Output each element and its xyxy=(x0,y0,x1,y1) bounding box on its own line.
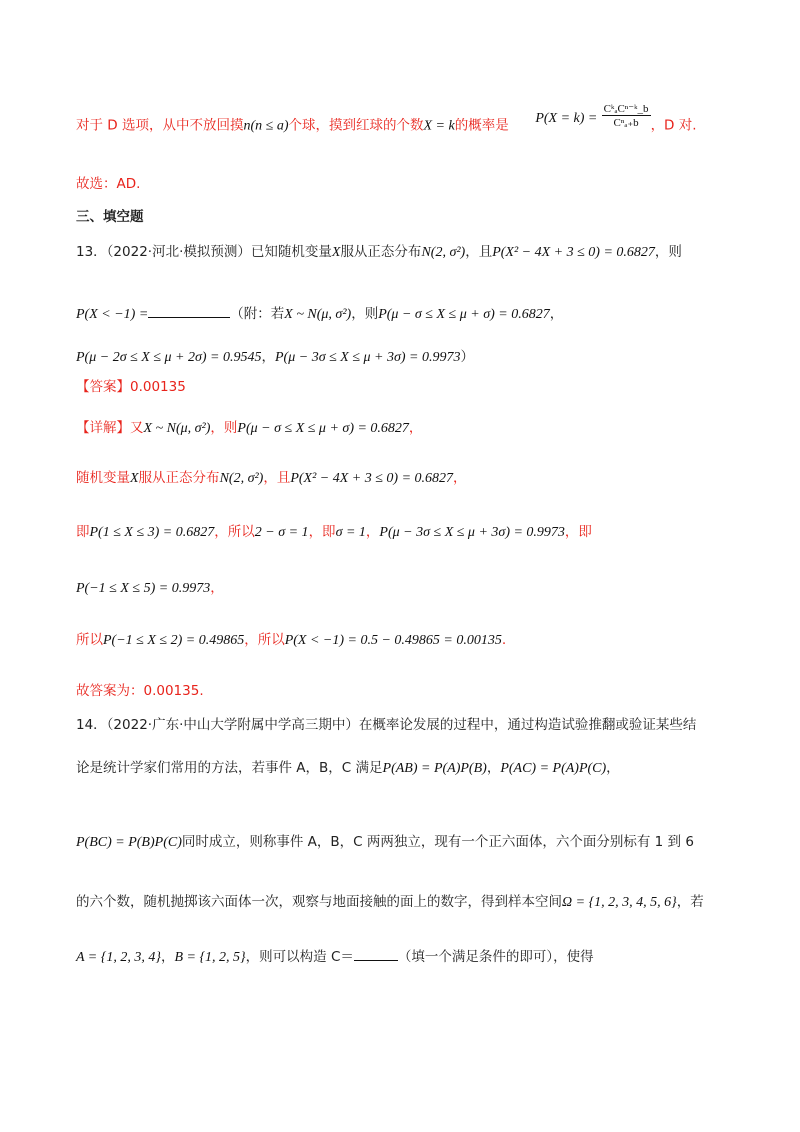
answer-blank[interactable] xyxy=(354,960,398,961)
text: 【答案】 xyxy=(76,379,130,395)
text: 个球，摸到红球的个数 xyxy=(288,117,424,134)
text: ，则 xyxy=(351,306,379,322)
math: N(2, σ²) xyxy=(219,471,264,486)
text: ，则可以构造 C＝ xyxy=(245,949,354,965)
text: 的概率是 xyxy=(454,117,509,134)
text: ， xyxy=(365,524,380,540)
text: 同时成立，则称事件 A，B，C 两两独立，现有一个正六面体，六个面分别标有 1 到 6 xyxy=(181,834,694,850)
fraction-numerator: CᵏₐCⁿ⁻ᵏ_b xyxy=(603,103,649,115)
math: P(X² − 4X + 3 ≤ 0) = 0.6827 xyxy=(290,471,454,486)
q13-line2 xyxy=(76,302,740,323)
final-answer: 故答案为：0.00135. xyxy=(76,683,204,699)
fraction xyxy=(602,102,651,129)
math: σ = 1 xyxy=(335,525,366,540)
math: N(2, σ²) xyxy=(421,245,466,260)
q14-line4 xyxy=(76,890,740,911)
text: 0.00135 xyxy=(130,379,186,395)
text: ，若 xyxy=(676,894,704,910)
math: P(−1 ≤ X ≤ 5) = 0.9973 xyxy=(76,581,211,596)
option-d-line xyxy=(76,103,740,139)
text: ， xyxy=(549,306,564,322)
text: 【详解】又 xyxy=(76,420,144,436)
q14-line3 xyxy=(76,830,740,851)
math: P(μ − 3σ ≤ X ≤ μ + 3σ) = 0.9973 xyxy=(379,525,565,540)
text: ，所以 xyxy=(214,524,255,540)
math: P(μ − 2σ ≤ X ≤ μ + 2σ) = 0.9545 xyxy=(76,350,262,365)
math: P(X < −1) = xyxy=(76,307,149,322)
solution-line1 xyxy=(76,416,740,437)
answer-line: 故选：AD. xyxy=(76,176,141,192)
math: X xyxy=(130,471,139,486)
text: 随机变量 xyxy=(76,470,130,486)
math: P(X < −1) = 0.5 − 0.49865 = 0.00135 xyxy=(284,633,502,648)
text: ， xyxy=(261,349,275,365)
q13-line1 xyxy=(76,240,740,261)
math-n: n(n ≤ a) xyxy=(243,118,289,134)
text: ，且 xyxy=(263,470,291,486)
text: （填一个满足条件的即可），使得 xyxy=(397,949,594,965)
math: P(AC) = P(A)P(C) xyxy=(500,761,607,776)
text: 所以 xyxy=(76,632,103,648)
text: ，D 对. xyxy=(650,117,697,134)
text: ，则 xyxy=(654,244,682,260)
q14-line2 xyxy=(76,756,740,777)
math: P(−1 ≤ X ≤ 2) = 0.49865 xyxy=(103,633,245,648)
solution-line5 xyxy=(76,628,740,649)
answer-blank[interactable] xyxy=(148,317,230,318)
text: 服从正态分布 xyxy=(340,244,422,260)
math: P(μ − σ ≤ X ≤ μ + σ) = 0.6827 xyxy=(237,421,409,436)
text: 13．（2022·河北·模拟预测）已知随机变量 xyxy=(76,244,332,260)
text: ， xyxy=(453,470,467,486)
math: Ω = {1, 2, 3, 4, 5, 6} xyxy=(562,895,677,910)
text: ， xyxy=(408,420,423,436)
math: X ~ N(μ, σ²) xyxy=(143,421,211,436)
text: ，且 xyxy=(465,244,493,260)
text: ，即 xyxy=(564,524,592,540)
math: P(BC) = P(B)P(C) xyxy=(76,835,182,850)
math-p: P(X = k) = xyxy=(535,110,598,126)
text: ，则 xyxy=(210,420,238,436)
math: P(X² − 4X + 3 ≤ 0) = 0.6827 xyxy=(492,245,655,260)
q14-line5 xyxy=(76,945,740,966)
text: 论是统计学家们常用的方法，若事件 A，B，C 满足 xyxy=(76,760,383,776)
solution-line2 xyxy=(76,466,740,487)
text: ， xyxy=(606,760,620,776)
answer-label xyxy=(76,375,740,395)
solution-line4 xyxy=(76,576,740,597)
text: （附：若 xyxy=(230,306,285,322)
text: 即 xyxy=(76,524,90,540)
text: ，所以 xyxy=(244,632,285,648)
q13-line3 xyxy=(76,345,740,366)
text: ， xyxy=(210,580,224,596)
solution-line3 xyxy=(76,520,740,541)
math: X xyxy=(331,245,341,260)
math: P(μ − 3σ ≤ X ≤ μ + 3σ) = 0.9973 xyxy=(275,350,461,365)
math-xk: X = k xyxy=(423,118,455,134)
math: P(1 ≤ X ≤ 3) = 0.6827 xyxy=(89,525,215,540)
text: ， xyxy=(160,949,175,965)
math: P(μ − σ ≤ X ≤ μ + σ) = 0.6827 xyxy=(378,307,550,322)
math: X ~ N(μ, σ²) xyxy=(284,307,352,322)
text: ，即 xyxy=(308,524,336,540)
section-heading: 三、填空题 xyxy=(76,209,144,225)
math: P(AB) = P(A)P(B) xyxy=(382,761,487,776)
text: 的六个数，随机抛掷该六面体一次，观察与地面接触的面上的数字，得到样本空间 xyxy=(76,894,562,910)
text: ） xyxy=(460,349,474,365)
text: ， xyxy=(486,760,501,776)
text: 服从正态分布 xyxy=(138,470,220,486)
math: 2 − σ = 1 xyxy=(254,525,309,540)
q14-line1: 14．（2022·广东·中山大学附属中学高三期中）在概率论发展的过程中，通过构造试验推翻或验证某些结 xyxy=(76,717,697,733)
text: 对于 D 选项，从中不放回摸 xyxy=(76,117,244,134)
text: . xyxy=(501,632,507,648)
math: A = {1, 2, 3, 4} xyxy=(76,950,161,965)
math: B = {1, 2, 5} xyxy=(174,950,246,965)
fraction-denominator: Cⁿₐ₊b xyxy=(613,117,639,129)
